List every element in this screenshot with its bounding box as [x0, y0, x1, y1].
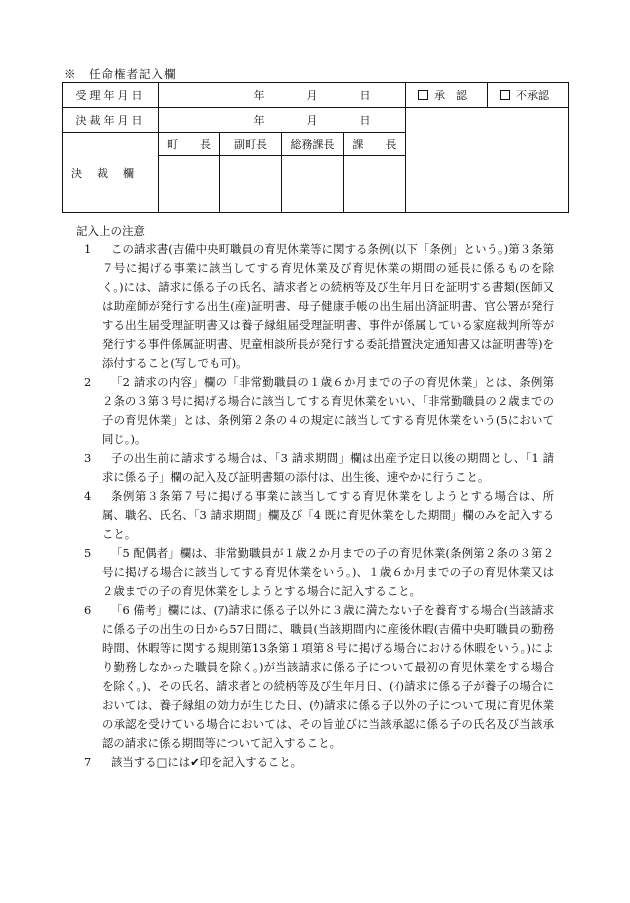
note-item [84, 240, 554, 373]
decision-date-field[interactable] [159, 108, 406, 133]
approval-column-label: 決 裁 欄 [63, 133, 159, 213]
note-item [84, 373, 554, 449]
decision-month-unit: 月 [306, 114, 318, 127]
receipt-year-unit: 年 [253, 89, 265, 102]
note-number: 5 [84, 546, 92, 560]
decision-date-label: 決裁年月日 [63, 108, 159, 133]
decision-year-unit: 年 [253, 114, 265, 127]
seal-box-mayor[interactable] [159, 156, 220, 213]
note-number: 3 [84, 451, 92, 465]
note-text: 条例第３条第７号に掲げる事業に該当してする育児休業をしようとする場合は、所属、職名、氏名、「3 請求期間」欄及び「4 既に育児休業をした期間」欄のみを記入すること。 [102, 489, 554, 541]
note-number: 6 [84, 603, 92, 617]
role-general-affairs-chief: 総務課長 [282, 133, 344, 156]
seal-box-general-affairs-chief[interactable] [282, 156, 344, 213]
seal-box-deputy-mayor[interactable] [220, 156, 282, 213]
reject-box-icon[interactable] [500, 90, 510, 100]
note-text: この請求書(吉備中央町職員の育児休業等に関する条例(以下「条例」という。)第３条第７号に掲げる事業に該当してする育児休業及び育児休業の期間の延長に係るものを除く。)には、請求に係る子の氏名、請求者との続柄等及び生年月日を証明する書類(医師又は助産師が発行する出生(産)証明書、母子健康手帳の出生届出済証明書、官公署が発行する出生届受理証明書又は養子縁組届受理証明書、事件が係属している家庭裁判所等が発行する事件係属証明書、児童相談所長が発行する委託措置決定通知書又は証明書等)を添付すること(写しでも可)。 [102, 242, 554, 370]
approve-box-icon[interactable] [418, 90, 428, 100]
receipt-date-label: 受理年月日 [63, 83, 159, 108]
appointing-authority-table [62, 82, 569, 213]
note-number: 2 [84, 375, 92, 389]
role-section-chief: 課 長 [344, 133, 406, 156]
notes-title: 記入上の注意 [76, 224, 145, 238]
receipt-date-field[interactable] [159, 83, 406, 108]
section-title: ※ 任命権者記入欄 [64, 67, 177, 81]
role-deputy-mayor: 副町長 [220, 133, 282, 156]
reject-checkbox[interactable] [488, 83, 569, 108]
approve-checkbox[interactable] [406, 83, 488, 108]
note-text: 「5 配偶者」欄は、非常勤職員が１歳２か月までの子の育児休業(条例第２条の３第２号に掲げる場合に該当してする育児休業をいう。)、１歳６か月までの子の育児休業又は２歳までの子の育児休業をしようとする場合に記入すること。 [102, 546, 554, 598]
note-item [84, 601, 554, 753]
note-number: 7 [84, 755, 92, 769]
note-item [84, 753, 554, 772]
approval-remarks-cell[interactable] [406, 108, 569, 213]
note-item [84, 449, 554, 487]
note-text: 「6 備考」欄には、(ｱ)請求に係る子以外に３歳に満たない子を養育する場合(当該請求に係る子の出生の日から57日間に、職員(当該期間内に産後休暇(吉備中央町職員の勤務時間、休暇等に関する規則第13条第１項第８号に掲げる場合における休暇をいう。)により勤務しなかった職員を除く。)が当該請求に係る子について最初の育児休業をする場合を除く。)、その氏名、請求者との続柄等及び生年月日、(ｲ)請求に係る子が養子の場合においては、養子縁組の効力が生じた日、(ｳ)請求に係る子以外の子について現に育児休業の承認を受けている場合においては、その旨並びに当該承認に係る子の氏名及び当該承認の請求に係る期間等について記入すること。 [102, 603, 554, 750]
note-text: 「2 請求の内容」欄の「非常勤職員の１歳６か月までの子の育児休業」とは、条例第２条の３第３号に掲げる場合に該当してする育児休業をいい、「非常勤職員の２歳までの子の育児休業」とは、条例第２条の４の規定に該当してする育児休業をいう(5において同じ。)。 [102, 375, 554, 446]
receipt-day-unit: 日 [359, 89, 371, 102]
role-mayor: 町 長 [159, 133, 220, 156]
seal-box-section-chief[interactable] [344, 156, 406, 213]
note-item [84, 544, 554, 601]
note-item [84, 487, 554, 544]
note-number: 4 [84, 489, 92, 503]
note-text: 該当する□には✔印を記入すること。 [111, 755, 303, 769]
note-text: 子の出生前に請求する場合は、「3 請求期間」欄は出産予定日以後の期間とし、「1 請求に係る子」欄の記入及び証明書類の添付は、出生後、速やかに行うこと。 [102, 451, 554, 484]
reject-label: 不承認 [516, 89, 549, 102]
receipt-month-unit: 月 [306, 89, 318, 102]
decision-day-unit: 日 [359, 114, 371, 127]
approve-label: 承 認 [434, 89, 467, 102]
note-number: 1 [84, 242, 92, 256]
notes-list [84, 240, 554, 772]
